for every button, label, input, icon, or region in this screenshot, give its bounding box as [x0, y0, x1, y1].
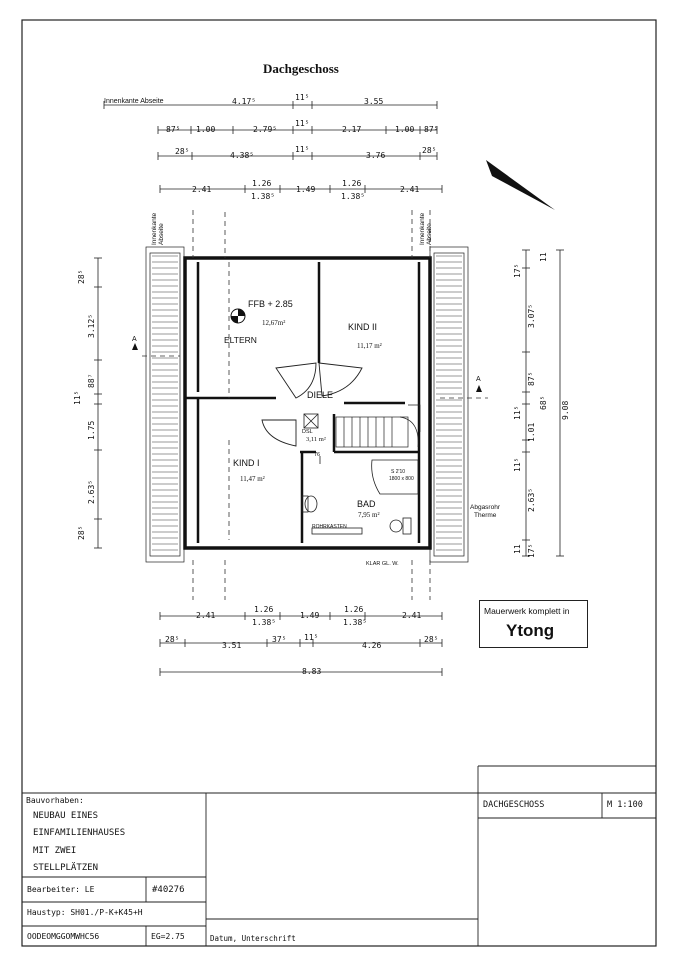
- dim-text: 11: [539, 252, 548, 262]
- dim-text: 3.55: [364, 97, 384, 106]
- dsl-label: DSL: [302, 429, 313, 435]
- dim-text: 1.49: [296, 185, 316, 194]
- file-code: OODEOMGGOMWHC56: [27, 932, 100, 941]
- dim-text: 2.41: [402, 611, 422, 620]
- dim-text: 2.41: [196, 611, 216, 620]
- stair-tag: 76: [314, 452, 321, 458]
- room-area-bad: 7,95 m²: [358, 511, 380, 519]
- section-marker-left: A: [132, 336, 137, 343]
- drawing-number: #40276: [152, 885, 185, 895]
- dim-text: 1.00: [395, 125, 415, 134]
- dim-text: 4.26: [362, 641, 382, 650]
- haustyp: Haustyp: SH01./P-K+K45+H: [27, 908, 143, 917]
- dim-text: 87⁵: [527, 371, 536, 386]
- dim-text: 2.41: [400, 185, 420, 194]
- dim-text: 1.38⁵: [343, 618, 368, 627]
- room-area-diele: 3,11 m²: [306, 436, 326, 443]
- room-name-eltern: ELTERN: [224, 335, 257, 345]
- therme-label: Therme: [474, 512, 497, 519]
- dim-text: 1.26: [254, 605, 274, 614]
- datum-unterschrift: Datum, Unterschrift: [210, 934, 296, 943]
- project-line: NEUBAU EINES: [33, 811, 99, 821]
- dim-text: 11⁵: [295, 93, 310, 102]
- tub-size: 1800 x 800: [389, 476, 414, 482]
- klar-glas-label: KLAR GL. W.: [366, 561, 399, 567]
- abseite-label-right: Innenkante Abseite: [419, 212, 433, 245]
- dim-text: 1.26: [342, 179, 362, 188]
- project-line: MIT ZWEI: [33, 846, 77, 856]
- dim-text-total: 8.83: [302, 667, 322, 676]
- bearbeiter: Bearbeiter: LE: [27, 885, 95, 894]
- dim-text: 1.49: [300, 611, 320, 620]
- abseite-label-left: Innenkante Abseite: [151, 212, 165, 245]
- room-name-kind-2: KIND II: [348, 322, 378, 332]
- room-area-kind-2: 11,17 m²: [357, 342, 382, 350]
- dim-text: 37⁵: [272, 635, 287, 644]
- drawing-title: Dachgeschoss: [263, 61, 339, 76]
- dim-text: 1.00: [196, 125, 216, 134]
- dim-text: 11⁵: [295, 145, 310, 154]
- dim-text: 28⁵: [175, 147, 190, 156]
- eg-height: EG=2.75: [151, 932, 185, 941]
- dim-text: 11⁵: [513, 457, 522, 472]
- project-line: EINFAMILIENHAUSES: [33, 828, 126, 838]
- material-brand: Ytong: [506, 621, 555, 640]
- dim-text: 1.26: [344, 605, 364, 614]
- dim-text: 3.51: [222, 641, 242, 650]
- room-area-kind-1: 11,47 m²: [240, 475, 265, 483]
- sheet-name: DACHGESCHOSS: [483, 800, 545, 810]
- dim-text: 11: [513, 544, 522, 554]
- dim-text: 1.75: [87, 420, 96, 440]
- dim-text: 1.38⁵: [341, 192, 366, 201]
- dim-text: 28⁵: [77, 269, 86, 284]
- dim-label-innenkante: Innenkante Abseite: [104, 98, 164, 105]
- dim-text: 4.17⁵: [232, 97, 257, 106]
- room-name-diele: DIELE: [307, 390, 334, 400]
- dim-text: 1.38⁵: [251, 192, 276, 201]
- dim-text: 1.38⁵: [252, 618, 277, 627]
- dim-text: 68⁵: [539, 395, 548, 410]
- bauvorhaben-label: Bauvorhaben:: [26, 796, 84, 805]
- dim-text: 28⁵: [165, 635, 180, 644]
- dim-text: 28⁵: [424, 635, 439, 644]
- room-name-bad: BAD: [357, 499, 376, 509]
- material-note-text: Mauerwerk komplett in: [484, 606, 570, 616]
- dim-text: 3.76: [366, 151, 386, 160]
- dim-text: 1.01: [527, 422, 536, 442]
- room-name-kind-1: KIND I: [233, 458, 260, 468]
- dim-text: 3.12⁵: [87, 313, 96, 338]
- dim-text: 3.07⁵: [527, 303, 536, 328]
- dim-text: 17⁵: [513, 263, 522, 278]
- dim-text: 2.79⁵: [253, 125, 278, 134]
- section-marker-right: A: [476, 376, 481, 383]
- dim-text: 2.41: [192, 185, 212, 194]
- dim-text: 87⁵: [424, 125, 439, 134]
- material-note-box: [479, 600, 588, 648]
- dim-text: 17⁵: [527, 543, 536, 558]
- dim-text: 2.63⁵: [87, 479, 96, 504]
- project-line: STELLPLÄTZEN: [33, 863, 99, 873]
- rohrkasten-label: ROHRKASTEN: [312, 524, 347, 530]
- dim-text: 2.63⁵: [527, 487, 536, 512]
- floor-level-label: FFB + 2.85: [248, 299, 293, 309]
- dim-text: 87⁵: [166, 125, 181, 134]
- dim-text: 11⁵: [295, 119, 310, 128]
- north-arrow-icon: [486, 160, 555, 210]
- abgasrohr-label: Abgasrohr: [470, 504, 500, 511]
- dim-text: 11⁵: [304, 633, 319, 642]
- dim-text: 88⁷: [87, 373, 96, 388]
- dim-text: 28⁵: [77, 525, 86, 540]
- dim-text-total: 9.08: [561, 400, 570, 420]
- dim-text: 11⁵: [513, 405, 522, 420]
- dim-text: 4.38⁵: [230, 151, 255, 160]
- drawing-scale: M 1:100: [607, 800, 643, 810]
- dim-text: 1.26: [252, 179, 272, 188]
- tub-label: S 2'10: [391, 469, 406, 475]
- dim-text: 11⁵: [73, 390, 82, 405]
- room-area-eltern: 12,67m²: [262, 319, 286, 327]
- dim-text: 2.17: [342, 125, 362, 134]
- dim-text: 28⁵: [422, 146, 437, 155]
